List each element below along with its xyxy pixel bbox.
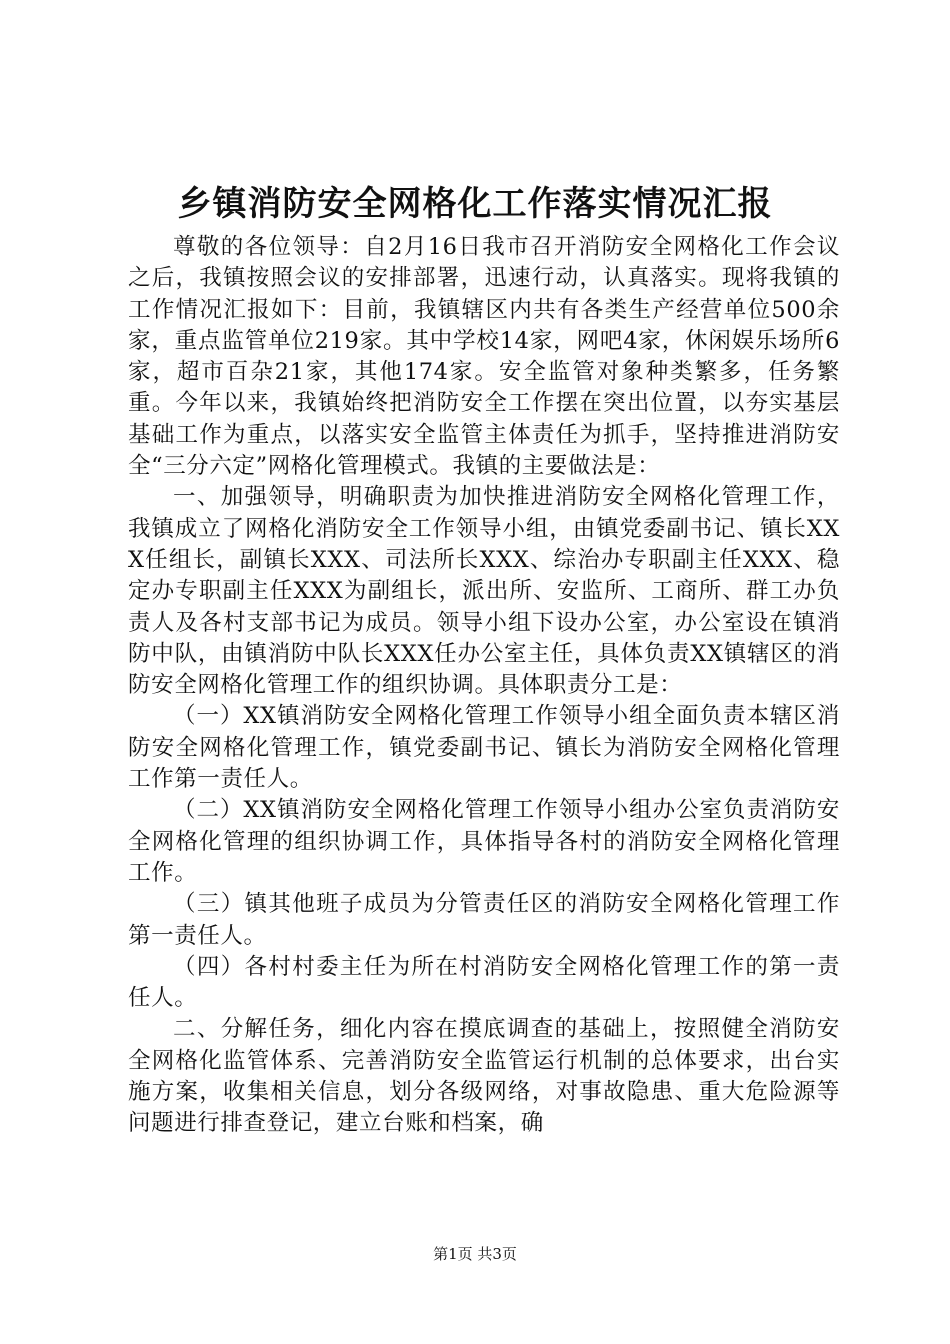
paragraph-item-1: （一）XX镇消防安全网格化管理工作领导小组全面负责本辖区消防安全网格化管理工作，镇党委副书记、镇长为消防安全网格化管理工作第一责任人。 — [128, 703, 840, 793]
page-number-footer: 第1页 共3页 — [433, 1245, 517, 1263]
paragraph-intro: 尊敬的各位领导：自2月16日我市召开消防安全网格化工作会议之后，我镇按照会议的安排部署，迅速行动，认真落实。现将我镇的工作情况汇报如下：目前，我镇辖区内共有各类生产经营单位500余家，重点监管单位219家。其中学校14家，网吧4家，休闲娱乐场所6家，超市百杂21家，其他174家。安全监管对象种类繁多，任务繁重。今年以来，我镇始终把消防安全工作摆在突出位置，以夯实基层基础工作为重点，以落实安全监管主体责任为抓手，坚持推进消防安全“三分六定”网格化管理模式。我镇的主要做法是： — [128, 234, 840, 480]
paragraph-item-4: （四）各村村委主任为所在村消防安全网格化管理工作的第一责任人。 — [128, 953, 840, 1012]
paragraph-section-1: 一、加强领导，明确职责为加快推进消防安全网格化管理工作，我镇成立了网格化消防安全工作领导小组，由镇党委副书记、镇长XXX任组长，副镇长XXX、司法所长XXX、综治办专职副主任XXX、稳定办专职副主任XXX为副组长，派出所、安监所、工商所、群工办负责人及各村支部书记为成员。领导小组下设办公室，办公室设在镇消防中队，由镇消防中队长XXX任办公室主任，具体负责XX镇辖区的消防安全网格化管理工作的组织协调。具体职责分工是： — [128, 484, 840, 699]
paragraph-item-3: （三）镇其他班子成员为分管责任区的消防安全网格化管理工作第一责任人。 — [128, 891, 840, 949]
document-body — [128, 232, 840, 1140]
paragraph-section-2: 二、分解任务，细化内容在摸底调查的基础上，按照健全消防安全网格化监管体系、完善消防安全监管运行机制的总体要求，出台实施方案，收集相关信息，划分各级网络，对事故隐患、重大危险源等问题进行排查登记，建立台账和档案，确 — [128, 1016, 840, 1137]
document-title: 乡镇消防安全网格化工作落实情况汇报 — [177, 184, 773, 224]
paragraph-item-2: （二）XX镇消防安全网格化管理工作领导小组办公室负责消防安全网格化管理的组织协调工作，具体指导各村的消防安全网格化管理工作。 — [128, 797, 840, 886]
